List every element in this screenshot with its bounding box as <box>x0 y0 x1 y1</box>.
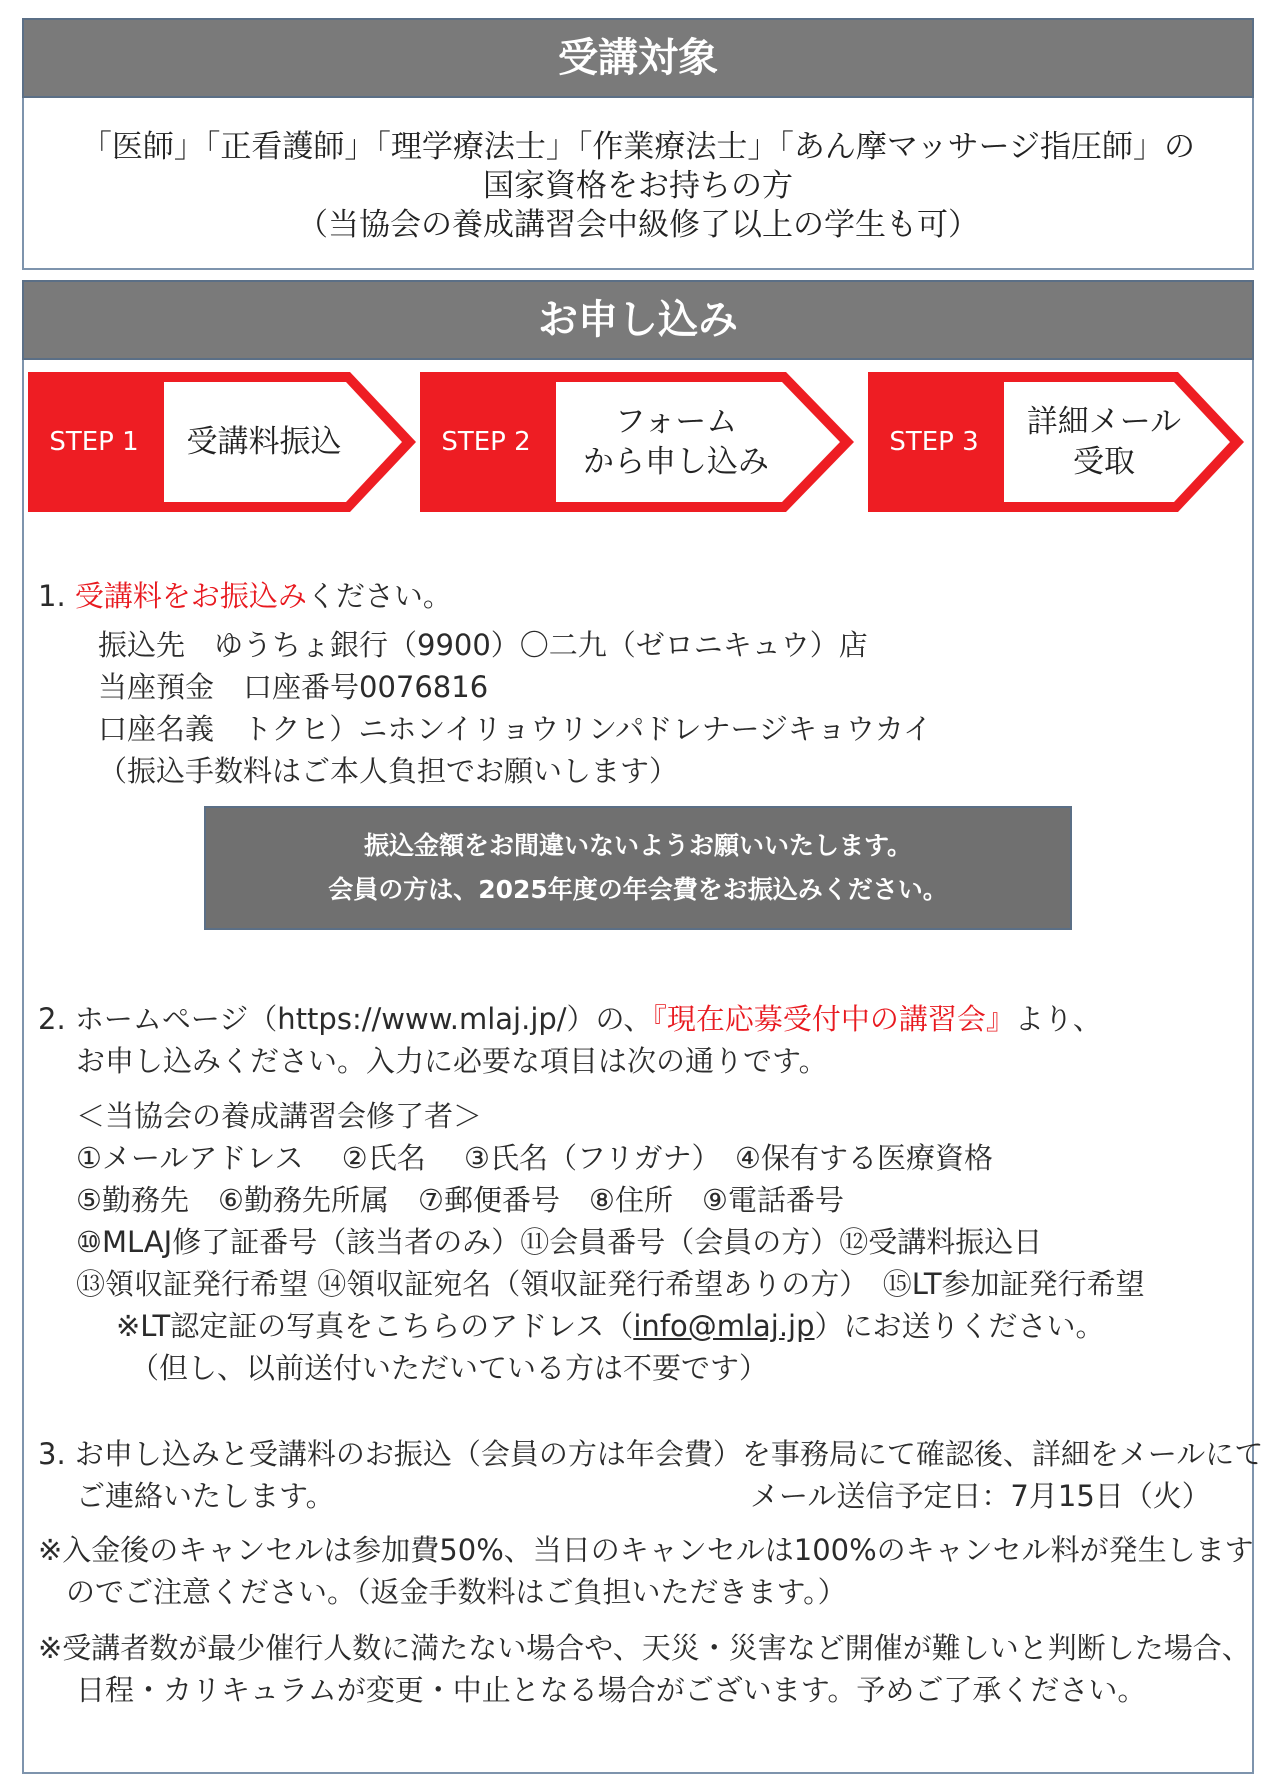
form-subheading: ＜当協会の養成講習会修了者＞ <box>76 1099 483 1133</box>
bank-account-name: 口座名義 トクヒ）ニホンイリョウリンパドレナージキョウカイ <box>98 712 933 746</box>
form-fields-line-3: ⑩MLAJ修了証番号（該当者のみ）⑪会員番号（会員の方）⑫受講料振込日 <box>76 1225 1043 1259</box>
target-line-2: 国家資格をお持ちの方 <box>483 168 793 204</box>
bank-fee-note: （振込手数料はご本人負担でお願いします） <box>98 754 679 788</box>
change-note-line-1: ※受講者数が最少催行人数に満たない場合や、天災・災害など開催が難しいと判断した場合、 <box>38 1631 1251 1665</box>
item-1-heading: 1. 受講料をお振込みください。 <box>38 579 452 613</box>
step-2-label: フォーム から申し込み <box>583 404 769 480</box>
notice-line-2: 会員の方は、2025年度の年会費をお振込みください。 <box>328 875 948 904</box>
lt-photo-note: ※LT認定証の写真をこちらのアドレス（info@mlaj.jp）にお送りください。 <box>116 1309 1105 1343</box>
item-3-line-2: ご連絡いたします。 <box>76 1479 335 1513</box>
step-3-label: 詳細メール 受取 <box>1026 404 1182 480</box>
target-line-1: 「医師」「正看護師」「理学療法士」「作業療法士」「あん摩マッサージ指圧師」の <box>80 129 1196 165</box>
cancel-note-line-1: ※入金後のキャンセルは参加費50%、当日のキャンセルは100%のキャンセル料が発生します <box>38 1533 1254 1567</box>
target-text <box>24 128 1252 245</box>
step-1-label: 受講料振込 <box>186 424 342 460</box>
lt-photo-note-2: （但し、以前送付いただいている方は不要です） <box>130 1351 769 1385</box>
item-3-heading: 3. お申し込みと受講料のお振込（会員の方は年会費）を事務局にて確認後、詳細をメールにて <box>38 1437 1264 1471</box>
bank-branch: 振込先 ゆうちょ銀行（9900）〇二九（ゼロニキュウ）店 <box>98 628 868 662</box>
form-fields-line-4: ⑬領収証発行希望 ⑭領収証宛名（領収証発行希望ありの方） ⑮LT参加証発行希望 <box>76 1267 1145 1301</box>
step-flow <box>28 372 1248 512</box>
section-title-apply: お申し込み <box>22 280 1254 360</box>
item-2-heading: 2. ホームページ（https://www.mlaj.jp/）の、『現在応募受付中の講習会』より、 <box>38 1002 1102 1036</box>
mail-send-date: メール送信予定日：7月15日（火） <box>750 1479 1211 1513</box>
payment-notice <box>204 806 1072 930</box>
cancel-note-line-2: のでご注意ください。（返金手数料はご負担いただきます。） <box>66 1575 847 1609</box>
item-1-highlight: 受講料をお振込み <box>74 579 307 613</box>
email-link[interactable]: info@mlaj.jp <box>633 1309 815 1343</box>
item-2-line-2: お申し込みください。入力に必要な項目は次の通りです。 <box>76 1044 828 1078</box>
target-box <box>22 98 1254 270</box>
step-1-tag: STEP 1 <box>49 427 139 457</box>
course-link-text[interactable]: 『現在応募受付中の講習会』 <box>652 1002 1015 1036</box>
notice-line-1: 振込金額をお間違いないようお願いいたします。 <box>363 831 912 860</box>
step-3-tag: STEP 3 <box>889 427 979 457</box>
form-fields-line-1: ①メールアドレス ②氏名 ③氏名（フリガナ） ④保有する医療資格 <box>76 1141 994 1175</box>
section-title-target: 受講対象 <box>22 18 1254 98</box>
target-line-3: （当協会の養成講習会中級修了以上の学生も可） <box>297 207 979 243</box>
change-note-line-2: 日程・カリキュラムが変更・中止となる場合がございます。予めご了承ください。 <box>76 1673 1147 1707</box>
form-fields-line-2: ⑤勤務先 ⑥勤務先所属 ⑦郵便番号 ⑧住所 ⑨電話番号 <box>76 1183 844 1217</box>
bank-account: 当座預金 口座番号0076816 <box>98 670 489 704</box>
step-2-tag: STEP 2 <box>441 427 531 457</box>
